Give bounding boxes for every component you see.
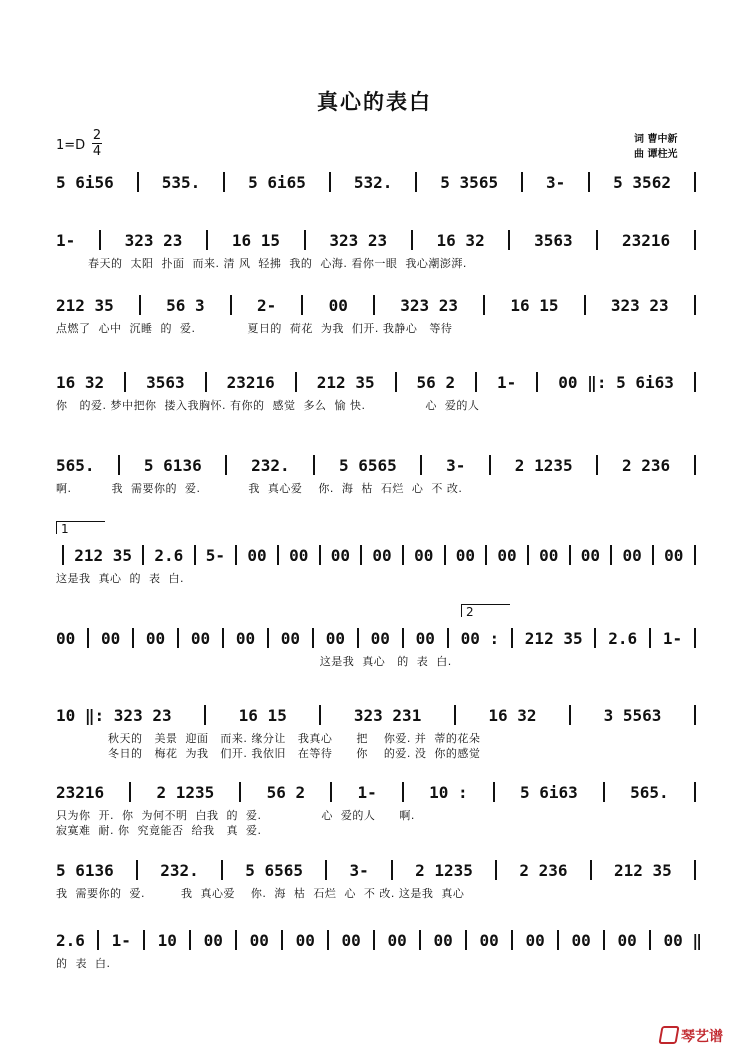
measure-notes: 00 bbox=[328, 295, 348, 315]
measure-notes: 00 bbox=[525, 930, 545, 950]
bar-line bbox=[454, 705, 456, 725]
bar-line bbox=[444, 545, 446, 565]
measure-notes: 00 bbox=[372, 545, 392, 565]
notation-line bbox=[56, 930, 702, 950]
score-system bbox=[56, 230, 702, 271]
bar-line bbox=[99, 230, 101, 250]
measure-notes: 00 bbox=[235, 628, 256, 648]
measure-notes: 00 bbox=[580, 545, 601, 565]
measure-notes: 3- bbox=[446, 455, 466, 475]
measure-notes: 2.6 bbox=[56, 930, 85, 950]
lyric-line: 春天的 太阳 扑面 而来. 清 风 轻拂 我的 心海. 看你一眼 我心潮澎湃. bbox=[56, 257, 467, 270]
measure-notes: 2 1235 bbox=[514, 455, 573, 475]
volta-bracket: 2 bbox=[461, 604, 510, 617]
measure-notes: 00 bbox=[370, 628, 390, 648]
lyricist-credit: 词 曹中新 bbox=[634, 134, 678, 145]
bar-line bbox=[124, 372, 126, 392]
bar-line bbox=[489, 455, 491, 475]
measure-notes: 5 6i63 bbox=[520, 782, 578, 802]
measure-notes: 532. bbox=[353, 172, 393, 192]
lyric-line: 只为你 开. 你 为何不明 白我 的 爱. 心 爱的人 啊. bbox=[56, 809, 415, 822]
page-title: 真心的表白 bbox=[317, 90, 432, 114]
bar-line bbox=[493, 782, 495, 802]
measure-notes: 00 bbox=[247, 545, 267, 565]
watermark-logo bbox=[660, 1026, 723, 1046]
bar-line bbox=[295, 372, 297, 392]
measure-notes: 2.6 bbox=[608, 628, 638, 648]
bar-line bbox=[402, 545, 404, 565]
notation-line bbox=[56, 705, 702, 725]
bar-line bbox=[419, 930, 421, 950]
measure-notes: 3- bbox=[349, 860, 369, 880]
bar-line bbox=[649, 628, 651, 648]
bar-line bbox=[694, 860, 696, 880]
measure-notes: 56 3 bbox=[166, 295, 205, 315]
measure-notes: 3563 bbox=[146, 372, 185, 392]
measure-notes: 3- bbox=[545, 172, 566, 192]
measure-notes: 00 bbox=[415, 628, 435, 648]
measure-notes: 00 bbox=[479, 930, 499, 950]
bar-line bbox=[222, 628, 224, 648]
notation-line bbox=[56, 782, 702, 802]
bar-line bbox=[465, 930, 467, 950]
time-signature-top: 2 bbox=[92, 128, 102, 143]
bar-line bbox=[189, 930, 191, 950]
measure-notes: 212 35 bbox=[613, 860, 672, 880]
measure-notes: 2 1235 bbox=[415, 860, 473, 880]
measure-notes: 323 231 bbox=[353, 705, 422, 725]
measure-notes: 00 bbox=[330, 545, 350, 565]
measure-notes: 10 ‖: 323 23 bbox=[56, 705, 172, 725]
lyric-line: 秋天的 美景 迎面 而来. 缘分让 我真心 把 你爱. 并 蒂的花朵 bbox=[56, 732, 481, 745]
bar-line bbox=[536, 372, 538, 392]
score-system bbox=[56, 522, 702, 586]
bar-line bbox=[235, 930, 237, 950]
measure-notes: 1- bbox=[662, 628, 683, 648]
bar-line bbox=[588, 172, 590, 192]
measure-notes: 00 bbox=[295, 930, 315, 950]
bar-line bbox=[694, 372, 696, 392]
measure-notes: 00 bbox=[497, 545, 517, 565]
score-system bbox=[56, 860, 702, 901]
bar-line bbox=[495, 860, 497, 880]
lyric-line: 你 的爱. 梦中把你 搂入我胸怀. 有你的 感觉 多么 愉 快. 心 爱的人 bbox=[56, 399, 480, 412]
notation-line bbox=[56, 545, 702, 565]
bar-line bbox=[569, 545, 571, 565]
measure-notes: 5 6565 bbox=[338, 455, 397, 475]
bar-line bbox=[694, 628, 696, 648]
bar-line bbox=[239, 782, 241, 802]
bar-line bbox=[485, 545, 487, 565]
bar-line bbox=[139, 295, 141, 315]
bar-line bbox=[137, 172, 139, 192]
bar-line bbox=[281, 930, 283, 950]
measure-notes: 00 bbox=[249, 930, 269, 950]
measure-notes: 5 6136 bbox=[143, 455, 202, 475]
notation-line bbox=[56, 372, 702, 392]
bar-line bbox=[206, 230, 208, 250]
measure-notes: 5 6i56 bbox=[56, 172, 114, 192]
measure-notes: 323 23 bbox=[329, 230, 388, 250]
measure-notes: 00 bbox=[190, 628, 211, 648]
measure-notes: 00 : bbox=[460, 628, 500, 648]
score-system bbox=[56, 372, 702, 413]
measure-notes: 56 2 bbox=[266, 782, 306, 802]
measure-notes: 00 bbox=[414, 545, 434, 565]
bar-line bbox=[136, 860, 138, 880]
bar-line bbox=[329, 172, 331, 192]
score-system bbox=[56, 605, 702, 669]
measure-notes: 00 bbox=[617, 930, 637, 950]
bar-line bbox=[590, 860, 592, 880]
bar-line bbox=[205, 372, 207, 392]
bar-line bbox=[360, 545, 362, 565]
logo-icon bbox=[658, 1026, 679, 1044]
measure-notes: 1- bbox=[56, 230, 76, 250]
bar-line bbox=[694, 455, 696, 475]
bar-line bbox=[483, 295, 485, 315]
score-system bbox=[56, 930, 702, 971]
bar-line bbox=[221, 860, 223, 880]
time-signature bbox=[91, 128, 103, 159]
measure-notes: 5 6i65 bbox=[248, 172, 306, 192]
lyric-line: 寂寞难 耐. 你 究竟能否 给我 真 爱. bbox=[56, 824, 262, 837]
measure-notes: 00 bbox=[203, 930, 223, 950]
bar-line bbox=[527, 545, 529, 565]
score-system bbox=[56, 705, 702, 761]
bar-line bbox=[230, 295, 232, 315]
measure-notes: 00 bbox=[280, 628, 301, 648]
bar-line bbox=[177, 628, 179, 648]
measure-notes: 00 ‖: 5 6i63 bbox=[558, 372, 674, 392]
measure-notes: 5 6565 bbox=[245, 860, 303, 880]
bar-line bbox=[97, 930, 99, 950]
bar-line bbox=[225, 455, 227, 475]
measure-notes: 212 35 bbox=[56, 295, 114, 315]
measure-notes: 2.6 bbox=[154, 545, 184, 565]
lyric-line: 冬日的 梅花 为我 们开. 我依旧 在等待 你 的爱. 没 你的感觉 bbox=[56, 747, 481, 760]
measure-notes: 00 bbox=[455, 545, 476, 565]
measure-notes: 10 : bbox=[429, 782, 468, 802]
measure-notes: 23216 bbox=[56, 782, 105, 802]
bar-line bbox=[569, 705, 571, 725]
measure-notes: 16 15 bbox=[238, 705, 287, 725]
bar-line bbox=[411, 230, 413, 250]
bar-line bbox=[610, 545, 612, 565]
measure-notes: 232. bbox=[251, 455, 290, 475]
bar-line bbox=[415, 172, 417, 192]
measure-notes: 00 bbox=[387, 930, 407, 950]
watermark-text: 琴艺谱 bbox=[681, 1029, 723, 1045]
bar-line bbox=[325, 860, 327, 880]
notation-line bbox=[56, 295, 702, 315]
measure-notes: 23216 bbox=[621, 230, 671, 250]
notation-line bbox=[56, 860, 702, 880]
notation-line bbox=[56, 628, 702, 648]
bar-line bbox=[129, 782, 131, 802]
measure-notes: 00 bbox=[100, 628, 121, 648]
bar-line bbox=[319, 545, 321, 565]
measure-notes: 00 bbox=[145, 628, 166, 648]
time-signature-bottom: 4 bbox=[92, 144, 102, 159]
bar-line bbox=[204, 705, 206, 725]
bar-line bbox=[194, 545, 196, 565]
measure-notes: 2 236 bbox=[519, 860, 568, 880]
measure-notes: 00 bbox=[433, 930, 453, 950]
measure-notes: 16 32 bbox=[436, 230, 485, 250]
bar-line bbox=[118, 455, 120, 475]
bar-line bbox=[312, 628, 314, 648]
measure-notes: 00 bbox=[539, 545, 559, 565]
bar-line bbox=[304, 230, 306, 250]
bar-line bbox=[521, 172, 523, 192]
bar-line bbox=[694, 295, 696, 315]
bar-line bbox=[87, 628, 89, 648]
lyric-line: 的 表 白. bbox=[56, 957, 111, 970]
bar-line bbox=[402, 782, 404, 802]
score-system bbox=[56, 172, 702, 198]
score-system bbox=[56, 782, 702, 838]
score-system bbox=[56, 295, 702, 336]
bar-line bbox=[694, 705, 696, 725]
notation-line bbox=[56, 455, 702, 475]
measure-notes: 565. bbox=[630, 782, 669, 802]
measure-notes: 2 1235 bbox=[156, 782, 215, 802]
bar-line bbox=[402, 628, 404, 648]
measure-notes: 5- bbox=[205, 545, 225, 565]
bar-line bbox=[694, 172, 696, 192]
measure-notes: 5 3565 bbox=[440, 172, 499, 192]
bar-line bbox=[420, 455, 422, 475]
bar-line bbox=[143, 930, 145, 950]
bar-line bbox=[694, 230, 696, 250]
measure-notes: 10 bbox=[157, 930, 177, 950]
bar-line bbox=[596, 230, 598, 250]
bar-line bbox=[596, 455, 598, 475]
notation-line bbox=[56, 172, 702, 192]
measure-notes: 00 bbox=[571, 930, 591, 950]
bar-line bbox=[694, 545, 696, 565]
bar-line bbox=[511, 930, 513, 950]
bar-line bbox=[603, 930, 605, 950]
measure-notes: 00 bbox=[325, 628, 345, 648]
measure-notes: 323 23 bbox=[400, 295, 459, 315]
measure-notes: 212 35 bbox=[316, 372, 375, 392]
lyric-line: 这是我 真心 的 表 白. bbox=[56, 655, 452, 668]
bar-line bbox=[508, 230, 510, 250]
bar-line bbox=[235, 545, 237, 565]
measure-notes: 1- bbox=[111, 930, 131, 950]
measure-notes: 565. bbox=[56, 455, 95, 475]
measure-notes: 00 bbox=[56, 628, 76, 648]
bar-line bbox=[557, 930, 559, 950]
bar-line bbox=[373, 930, 375, 950]
key-signature: 1=D bbox=[56, 138, 86, 153]
bar-line bbox=[330, 782, 332, 802]
bar-line bbox=[373, 295, 375, 315]
measure-notes: 00 ‖ bbox=[663, 930, 702, 950]
bar-line bbox=[475, 372, 477, 392]
measure-notes: 535. bbox=[161, 172, 201, 192]
volta-bracket: 1 bbox=[56, 521, 105, 534]
measure-notes: 00 bbox=[622, 545, 642, 565]
bar-line bbox=[511, 628, 513, 648]
measure-notes: 16 32 bbox=[56, 372, 105, 392]
measure-notes: 00 bbox=[341, 930, 361, 950]
bar-line bbox=[391, 860, 393, 880]
measure-notes: 3 5563 bbox=[603, 705, 662, 725]
lyric-line: 啊. 我 需要你的 爱. 我 真心爱 你. 海 枯 石烂 心 不 改. bbox=[56, 482, 463, 495]
measure-notes: 1- bbox=[357, 782, 377, 802]
measure-notes: 16 15 bbox=[510, 295, 559, 315]
measure-notes: 5 3562 bbox=[613, 172, 671, 192]
composer-credit: 曲 谭柱光 bbox=[634, 149, 678, 160]
bar-line bbox=[327, 930, 329, 950]
lyric-line: 我 需要你的 爱. 我 真心爱 你. 海 枯 石烂 心 不 改. 这是我 真心 bbox=[56, 887, 465, 900]
bar-line bbox=[594, 628, 596, 648]
bar-line bbox=[313, 455, 315, 475]
measure-notes: 16 32 bbox=[488, 705, 537, 725]
measure-notes: 00 bbox=[664, 545, 684, 565]
bar-line bbox=[652, 545, 654, 565]
measure-notes: 2- bbox=[257, 295, 277, 315]
measure-notes: 2 236 bbox=[621, 455, 671, 475]
measure-notes: 3563 bbox=[534, 230, 573, 250]
measure-notes: 00 bbox=[289, 545, 309, 565]
bar-line bbox=[649, 930, 651, 950]
bar-line bbox=[62, 545, 64, 565]
measure-notes: 1- bbox=[497, 372, 517, 392]
bar-line bbox=[395, 372, 397, 392]
bar-line bbox=[267, 628, 269, 648]
bar-line bbox=[694, 782, 696, 802]
measure-notes: 23216 bbox=[226, 372, 275, 392]
lyric-line: 这是我 真心 的 表 白. bbox=[56, 572, 184, 585]
measure-notes: 5 6136 bbox=[56, 860, 114, 880]
bar-line bbox=[301, 295, 303, 315]
measure-notes: 212 35 bbox=[524, 628, 583, 648]
measure-notes: 212 35 bbox=[74, 545, 132, 565]
bar-line bbox=[584, 295, 586, 315]
bar-line bbox=[357, 628, 359, 648]
bar-line bbox=[603, 782, 605, 802]
measure-notes: 323 23 bbox=[124, 230, 183, 250]
measure-notes: 323 23 bbox=[610, 295, 669, 315]
bar-line bbox=[277, 545, 279, 565]
score-system bbox=[56, 455, 702, 496]
credits bbox=[634, 132, 677, 162]
bar-line bbox=[447, 628, 449, 648]
bar-line bbox=[223, 172, 225, 192]
bar-line bbox=[142, 545, 144, 565]
lyric-line: 点燃了 心中 沉睡 的 爱. 夏日的 荷花 为我 们开. 我静心 等待 bbox=[56, 322, 453, 335]
measure-notes: 16 15 bbox=[231, 230, 280, 250]
measure-notes: 232. bbox=[160, 860, 199, 880]
measure-notes: 56 2 bbox=[416, 372, 456, 392]
bar-line bbox=[132, 628, 134, 648]
bar-line bbox=[319, 705, 321, 725]
notation-line bbox=[56, 230, 702, 250]
